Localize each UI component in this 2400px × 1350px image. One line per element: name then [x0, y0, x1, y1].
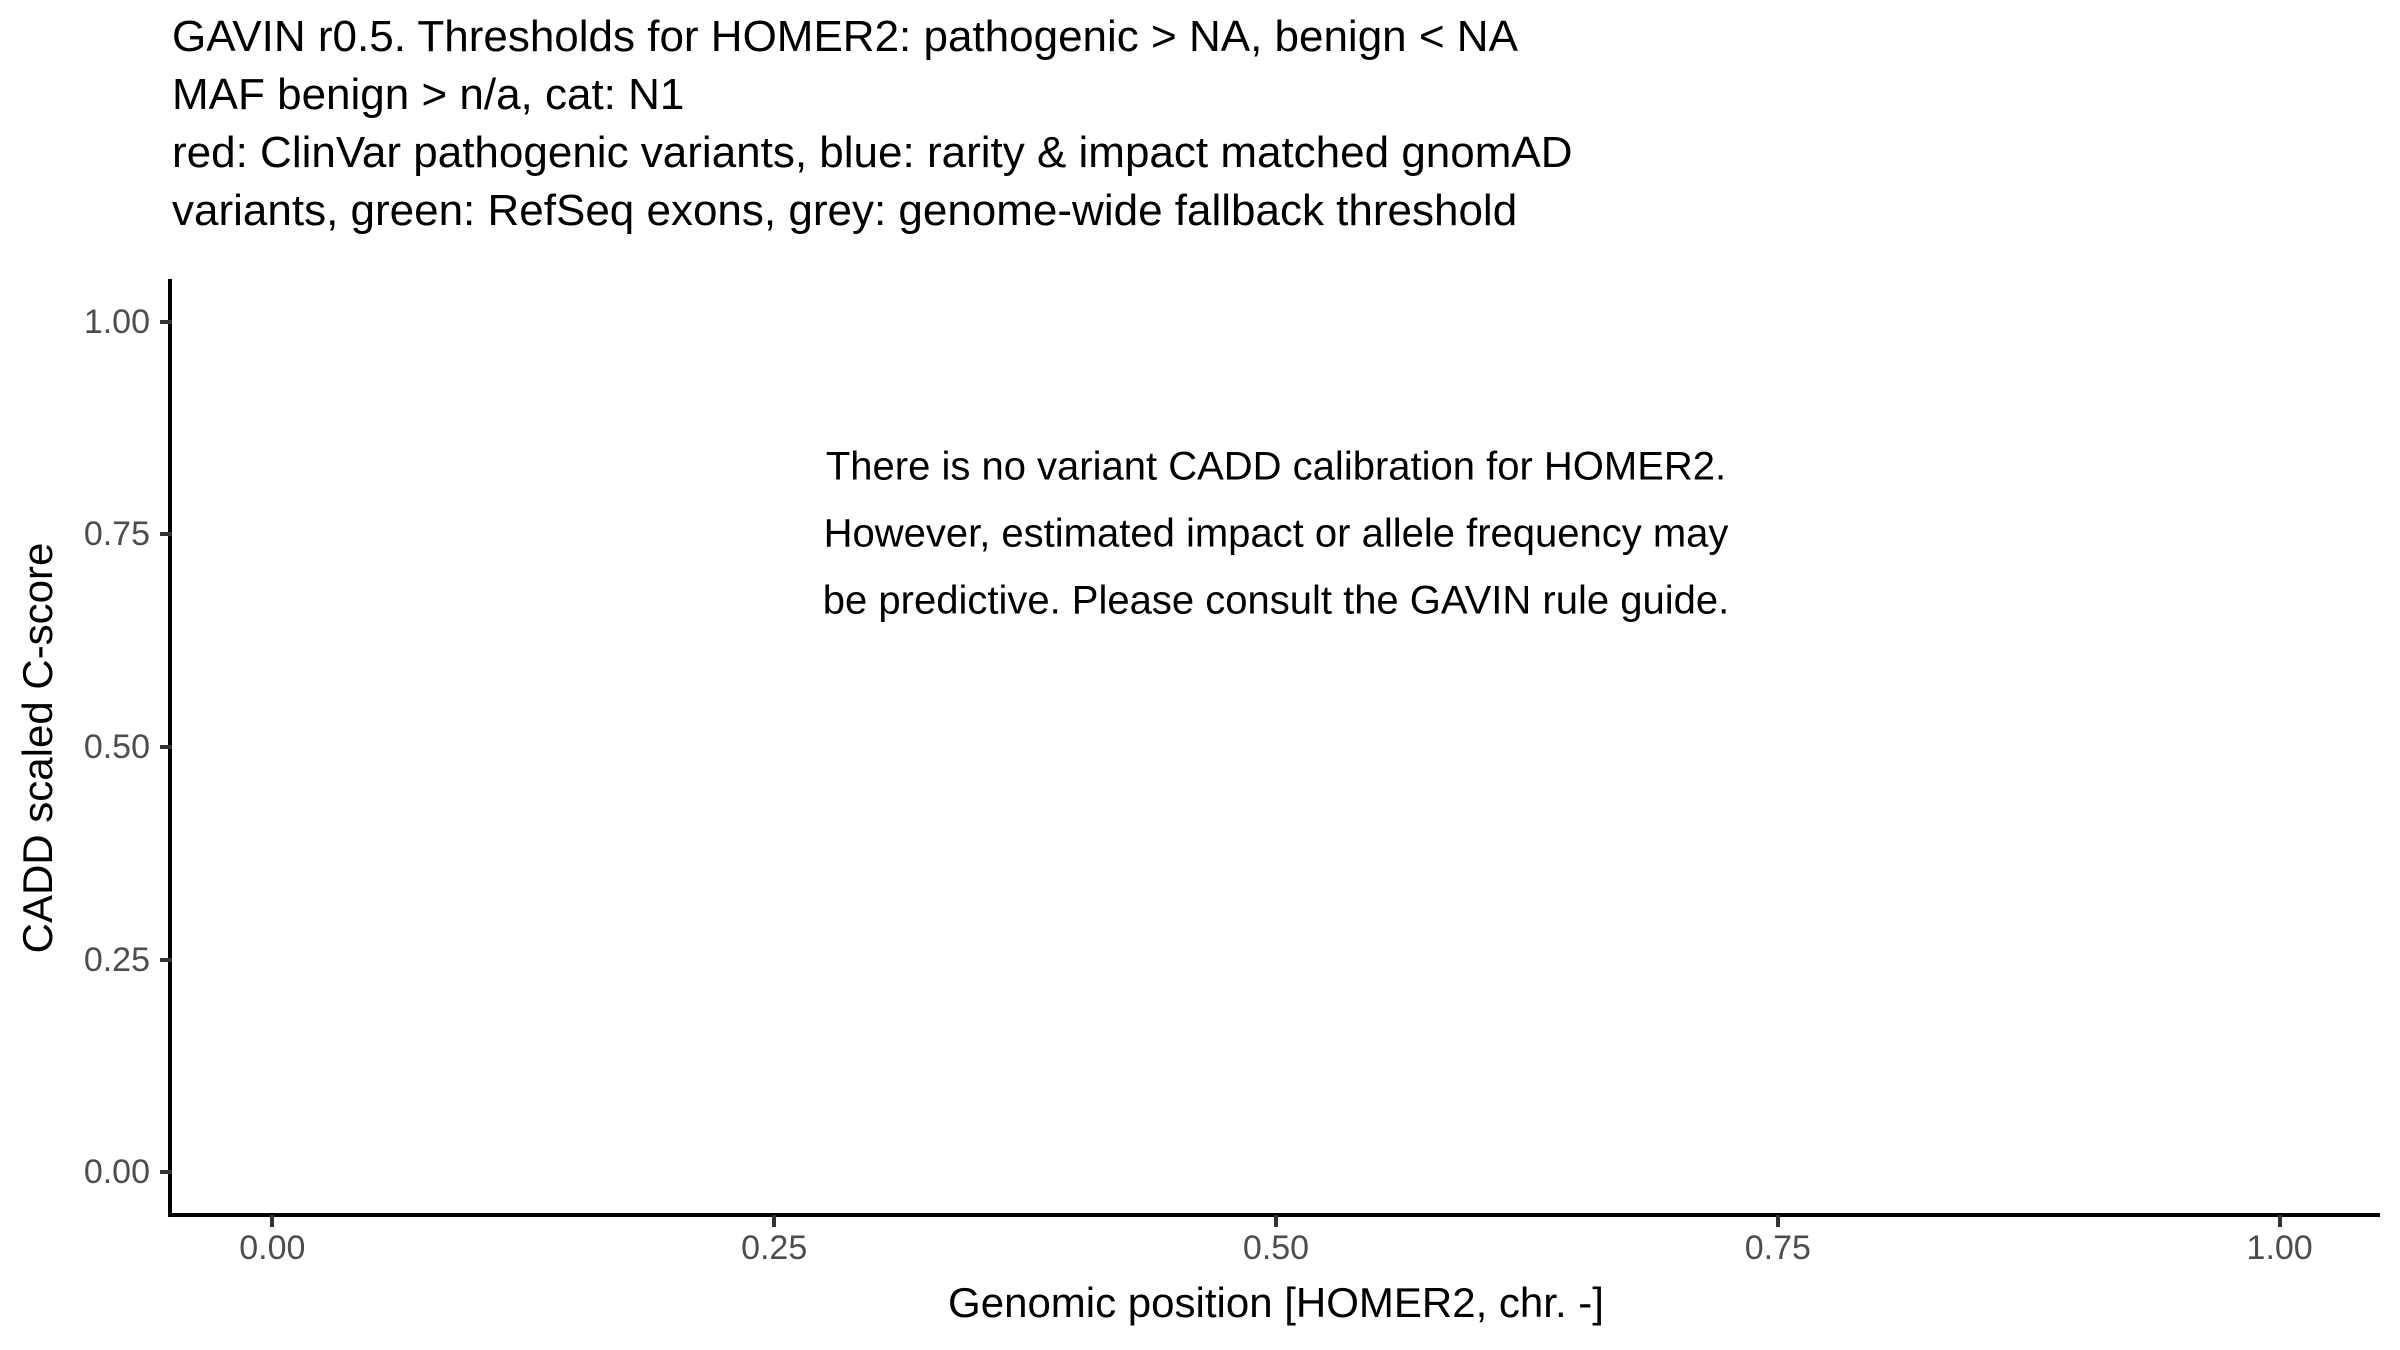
annotation-line: However, estimated impact or allele frequency may [823, 511, 1729, 556]
plot-title-line: variants, green: RefSeq exons, grey: genome-wide fallback threshold [172, 186, 1518, 235]
x-tick-label: 0.00 [239, 1229, 306, 1267]
plot-title-line: GAVIN r0.5. Thresholds for HOMER2: pathogenic > NA, benign < NA [172, 12, 1518, 61]
plot-title-line: red: ClinVar pathogenic variants, blue: rarity & impact matched gnomAD [172, 128, 1573, 177]
x-tick-label: 0.75 [1744, 1229, 1811, 1267]
x-axis-title: Genomic position [HOMER2, chr. -] [948, 1279, 1604, 1326]
y-tick-label: 0.75 [83, 515, 150, 554]
plot-title-line: MAF benign > n/a, cat: N1 [172, 70, 685, 119]
y-tick-mark [160, 532, 172, 536]
annotation-line: There is no variant CADD calibration for HOMER2. [825, 444, 1727, 489]
annotation-line: be predictive. Please consult the GAVIN rule guide. [822, 578, 1730, 623]
y-tick-mark [160, 958, 172, 962]
x-tick-mark [1776, 1215, 1780, 1227]
plot-title [172, 8, 1573, 240]
y-axis-title: CADD scaled C-score [14, 542, 61, 954]
x-tick-mark [772, 1215, 776, 1227]
x-tick-mark [2278, 1215, 2282, 1227]
x-tick-label: 1.00 [2246, 1229, 2313, 1267]
y-tick-mark [160, 1170, 172, 1174]
plot-annotation [823, 434, 1729, 635]
y-tick-mark [160, 320, 172, 324]
x-tick-label: 0.50 [1242, 1229, 1310, 1267]
x-tick-mark [270, 1215, 274, 1227]
x-tick-label: 0.25 [741, 1229, 808, 1267]
y-tick-label: 0.25 [83, 940, 150, 979]
y-tick-mark [160, 745, 172, 749]
plot-panel [172, 279, 2380, 1215]
x-tick-mark [1274, 1215, 1278, 1227]
y-tick-label: 1.00 [83, 302, 150, 341]
y-tick-label: 0.00 [83, 1153, 150, 1192]
y-tick-label: 0.50 [83, 728, 150, 766]
